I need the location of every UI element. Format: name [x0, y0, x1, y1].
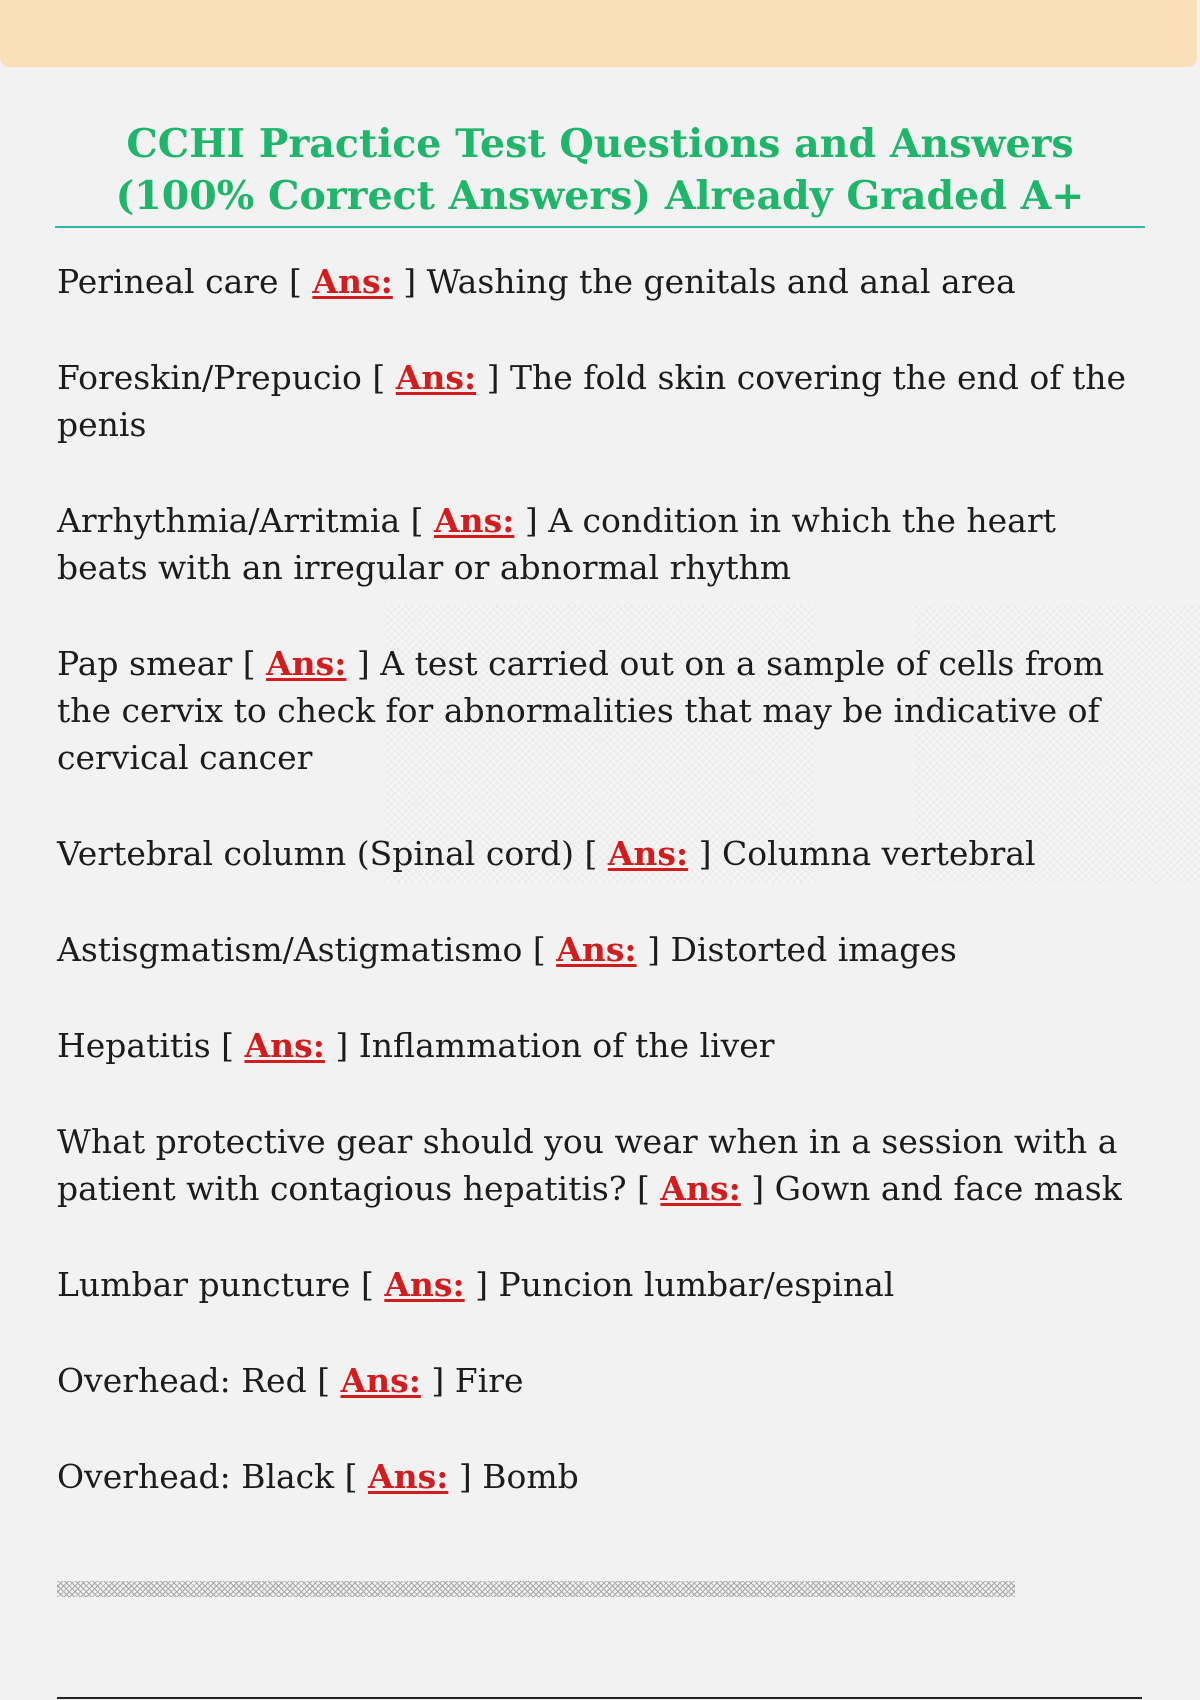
answer-label: Ans:	[434, 501, 515, 540]
qa-answer: Columna vertebral	[722, 834, 1036, 873]
qa-question: What protective gear should you wear when in a session with a patient with contagious hepatitis?	[57, 1122, 1118, 1208]
qa-item-overhead-red: Overhead: Red [ Ans: ] Fire	[57, 1361, 524, 1400]
title-line-2: (100% Correct Answers) Already Graded A+	[115, 173, 1085, 219]
qa-answer: Distorted images	[670, 930, 957, 969]
qa-answer: Fire	[454, 1361, 524, 1400]
answer-label: Ans:	[607, 834, 689, 873]
qa-answer: A test carried out on a sample of cells from the cervix to check for abnormalities that may be indicative of cervical cancer	[57, 644, 1105, 777]
qa-item-astigmatism: Astisgmatism/Astigmatismo [ Ans: ] Distorted images	[57, 930, 957, 969]
answer-label: Ans:	[340, 1361, 421, 1400]
title-line-1: CCHI Practice Test Questions and Answers	[126, 121, 1074, 167]
qa-answer: Washing the genitals and anal area	[426, 262, 1016, 301]
qa-answer: Puncion lumbar/espinal	[498, 1265, 895, 1304]
qa-answer: A condition in which the heart beats with an irregular or abnormal rhythm	[57, 501, 1056, 587]
qa-item-arrhythmia: Arrhythmia/Arritmia [ Ans: ] A condition in which the heart beats with an irregular or abnormal rhythm	[57, 501, 1056, 587]
qa-answer: The fold skin covering the end of the penis	[57, 358, 1127, 444]
answer-label: Ans:	[395, 358, 477, 397]
document-title	[55, 118, 1145, 222]
qa-item-vertebral-column: Vertebral column (Spinal cord) [ Ans: ] Columna vertebral	[57, 834, 1036, 873]
hatched-divider	[57, 1581, 1015, 1597]
qa-item-overhead-black: Overhead: Black [ Ans: ] Bomb	[57, 1457, 579, 1496]
qa-item-pap-smear: Pap smear [ Ans: ] A test carried out on a sample of cells from the cervix to check for abnormalities that may be indicative of cervical cancer	[57, 644, 1105, 777]
qa-item-protective-gear: What protective gear should you wear when in a session with a patient with contagious hepatitis? [ Ans: ] Gown and face mask	[57, 1122, 1122, 1208]
qa-question: Perineal care	[57, 262, 279, 301]
qa-item-hepatitis: Hepatitis [ Ans: ] Inflammation of the liver	[57, 1026, 775, 1065]
qa-answer: Bomb	[482, 1457, 579, 1496]
qa-question: Lumbar puncture	[57, 1265, 351, 1304]
qa-question: Arrhythmia/Arritmia	[57, 501, 401, 540]
answer-label: Ans:	[556, 930, 637, 969]
qa-question: Overhead: Black	[57, 1457, 335, 1496]
qa-list	[57, 258, 1132, 1549]
answer-label: Ans:	[244, 1026, 325, 1065]
answer-label: Ans:	[266, 644, 347, 683]
qa-question: Pap smear	[57, 644, 233, 683]
answer-label: Ans:	[368, 1457, 449, 1496]
qa-answer: Gown and face mask	[774, 1169, 1122, 1208]
qa-answer: Inflammation of the liver	[358, 1026, 775, 1065]
qa-question: Foreskin/Prepucio	[57, 358, 362, 397]
qa-question: Vertebral column (Spinal cord)	[57, 834, 574, 873]
title-underline	[55, 226, 1145, 228]
bottom-rule	[57, 1697, 1142, 1699]
qa-item-lumbar-puncture: Lumbar puncture [ Ans: ] Puncion lumbar/espinal	[57, 1265, 895, 1304]
qa-question: Astisgmatism/Astigmatismo	[57, 930, 523, 969]
qa-question: Overhead: Red	[57, 1361, 307, 1400]
answer-label: Ans:	[660, 1169, 741, 1208]
qa-question: Hepatitis	[57, 1026, 211, 1065]
answer-label: Ans:	[312, 262, 393, 301]
qa-item-perineal-care: Perineal care [ Ans: ] Washing the genitals and anal area	[57, 262, 1016, 301]
qa-item-foreskin: Foreskin/Prepucio [ Ans: ] The fold skin covering the end of the penis	[57, 358, 1127, 444]
top-banner	[0, 0, 1197, 67]
answer-label: Ans:	[384, 1265, 465, 1304]
